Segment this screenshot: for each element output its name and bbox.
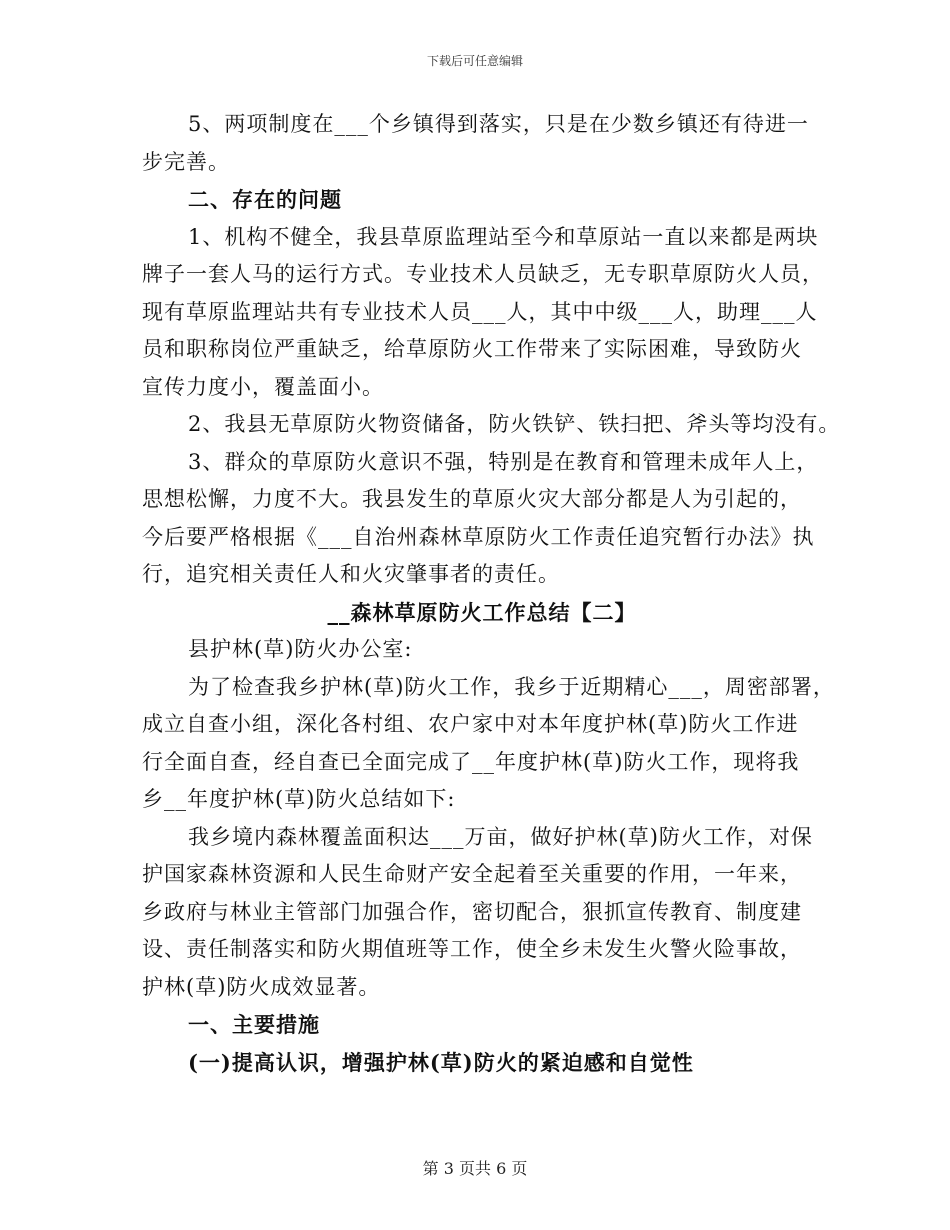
paragraph-line: 护林(草)防火成效显著。 [142, 974, 381, 999]
paragraph-line: 宣传力度小，覆盖面小。 [142, 374, 384, 399]
paragraph-line: 思想松懈，力度不大。我县发生的草原火灾大部分都是人为引起的， [142, 487, 802, 511]
paragraph-line: 成立自查小组，深化各村组、农户家中对本年度护林(草)防火工作进 [142, 712, 799, 736]
section-heading: 一、主要措施 [188, 1012, 320, 1037]
paragraph-line: 牌子一套人马的运行方式。专业技术人员缺乏，无专职草原防火人员， [142, 262, 824, 286]
paragraph-line: 县护林(草)防火办公室: [188, 637, 413, 661]
page-footer: 第 3 页共 6 页 [422, 1159, 528, 1178]
paragraph-line: 行全面自查，经自查已全面完成了__年度护林(草)防火工作，现将我 [142, 749, 800, 774]
paragraph-line: 今后要严格根据《___自治州森林草原防火工作责任追究暂行办法》执 [142, 524, 815, 549]
section-heading: (一)提高认识，增强护林(草)防火的紧迫感和自觉性 [188, 1049, 694, 1075]
paragraph-line: 2、我县无草原防火物资储备，防火铁铲、铁扫把、斧头等均没有。 [188, 412, 841, 436]
paragraph-line: 1、机构不健全，我县草原监理站至今和草原站一直以来都是两块 [188, 224, 819, 249]
paragraph-line: 乡__年度护林(草)防火总结如下: [142, 787, 456, 811]
paragraph-line: 步完善。 [142, 149, 230, 174]
paragraph-line: 护国家森林资源和人民生命财产安全起着至关重要的作用，一年来， [142, 862, 802, 886]
paragraph-line: 设、责任制落实和防火期值班等工作，使全乡未发生火警火险事故， [142, 937, 802, 961]
paragraph-line: 行，追究相关责任人和火灾肇事者的责任。 [142, 562, 560, 586]
paragraph-line: 5、两项制度在___个乡镇得到落实，只是在少数乡镇还有待进一 [188, 112, 809, 136]
paragraph-line: 乡政府与林业主管部门加强合作，密切配合，狠抓宣传教育、制度建 [142, 899, 802, 924]
section-heading: __森林草原防火工作总结【二】 [327, 599, 637, 625]
paragraph-line: 为了检查我乡护林(草)防火工作，我乡于近期精心___，周密部署， [188, 674, 835, 699]
paragraph-line: 员和职称岗位严重缺乏，给草原防火工作带来了实际困难，导致防火 [142, 337, 802, 361]
section-heading: 二、存在的问题 [188, 187, 342, 212]
paragraph-line: 现有草原监理站共有专业技术人员___人，其中中级___人，助理___人 [142, 299, 818, 324]
paragraph-line: 3、群众的草原防火意识不强，特别是在教育和管理未成年人上， [188, 449, 819, 474]
page-header: 下载后可任意编辑 [426, 54, 523, 68]
document-body [142, 106, 841, 1081]
paragraph-line: 我乡境内森林覆盖面积达___万亩，做好护林(草)防火工作，对保 [188, 824, 813, 849]
